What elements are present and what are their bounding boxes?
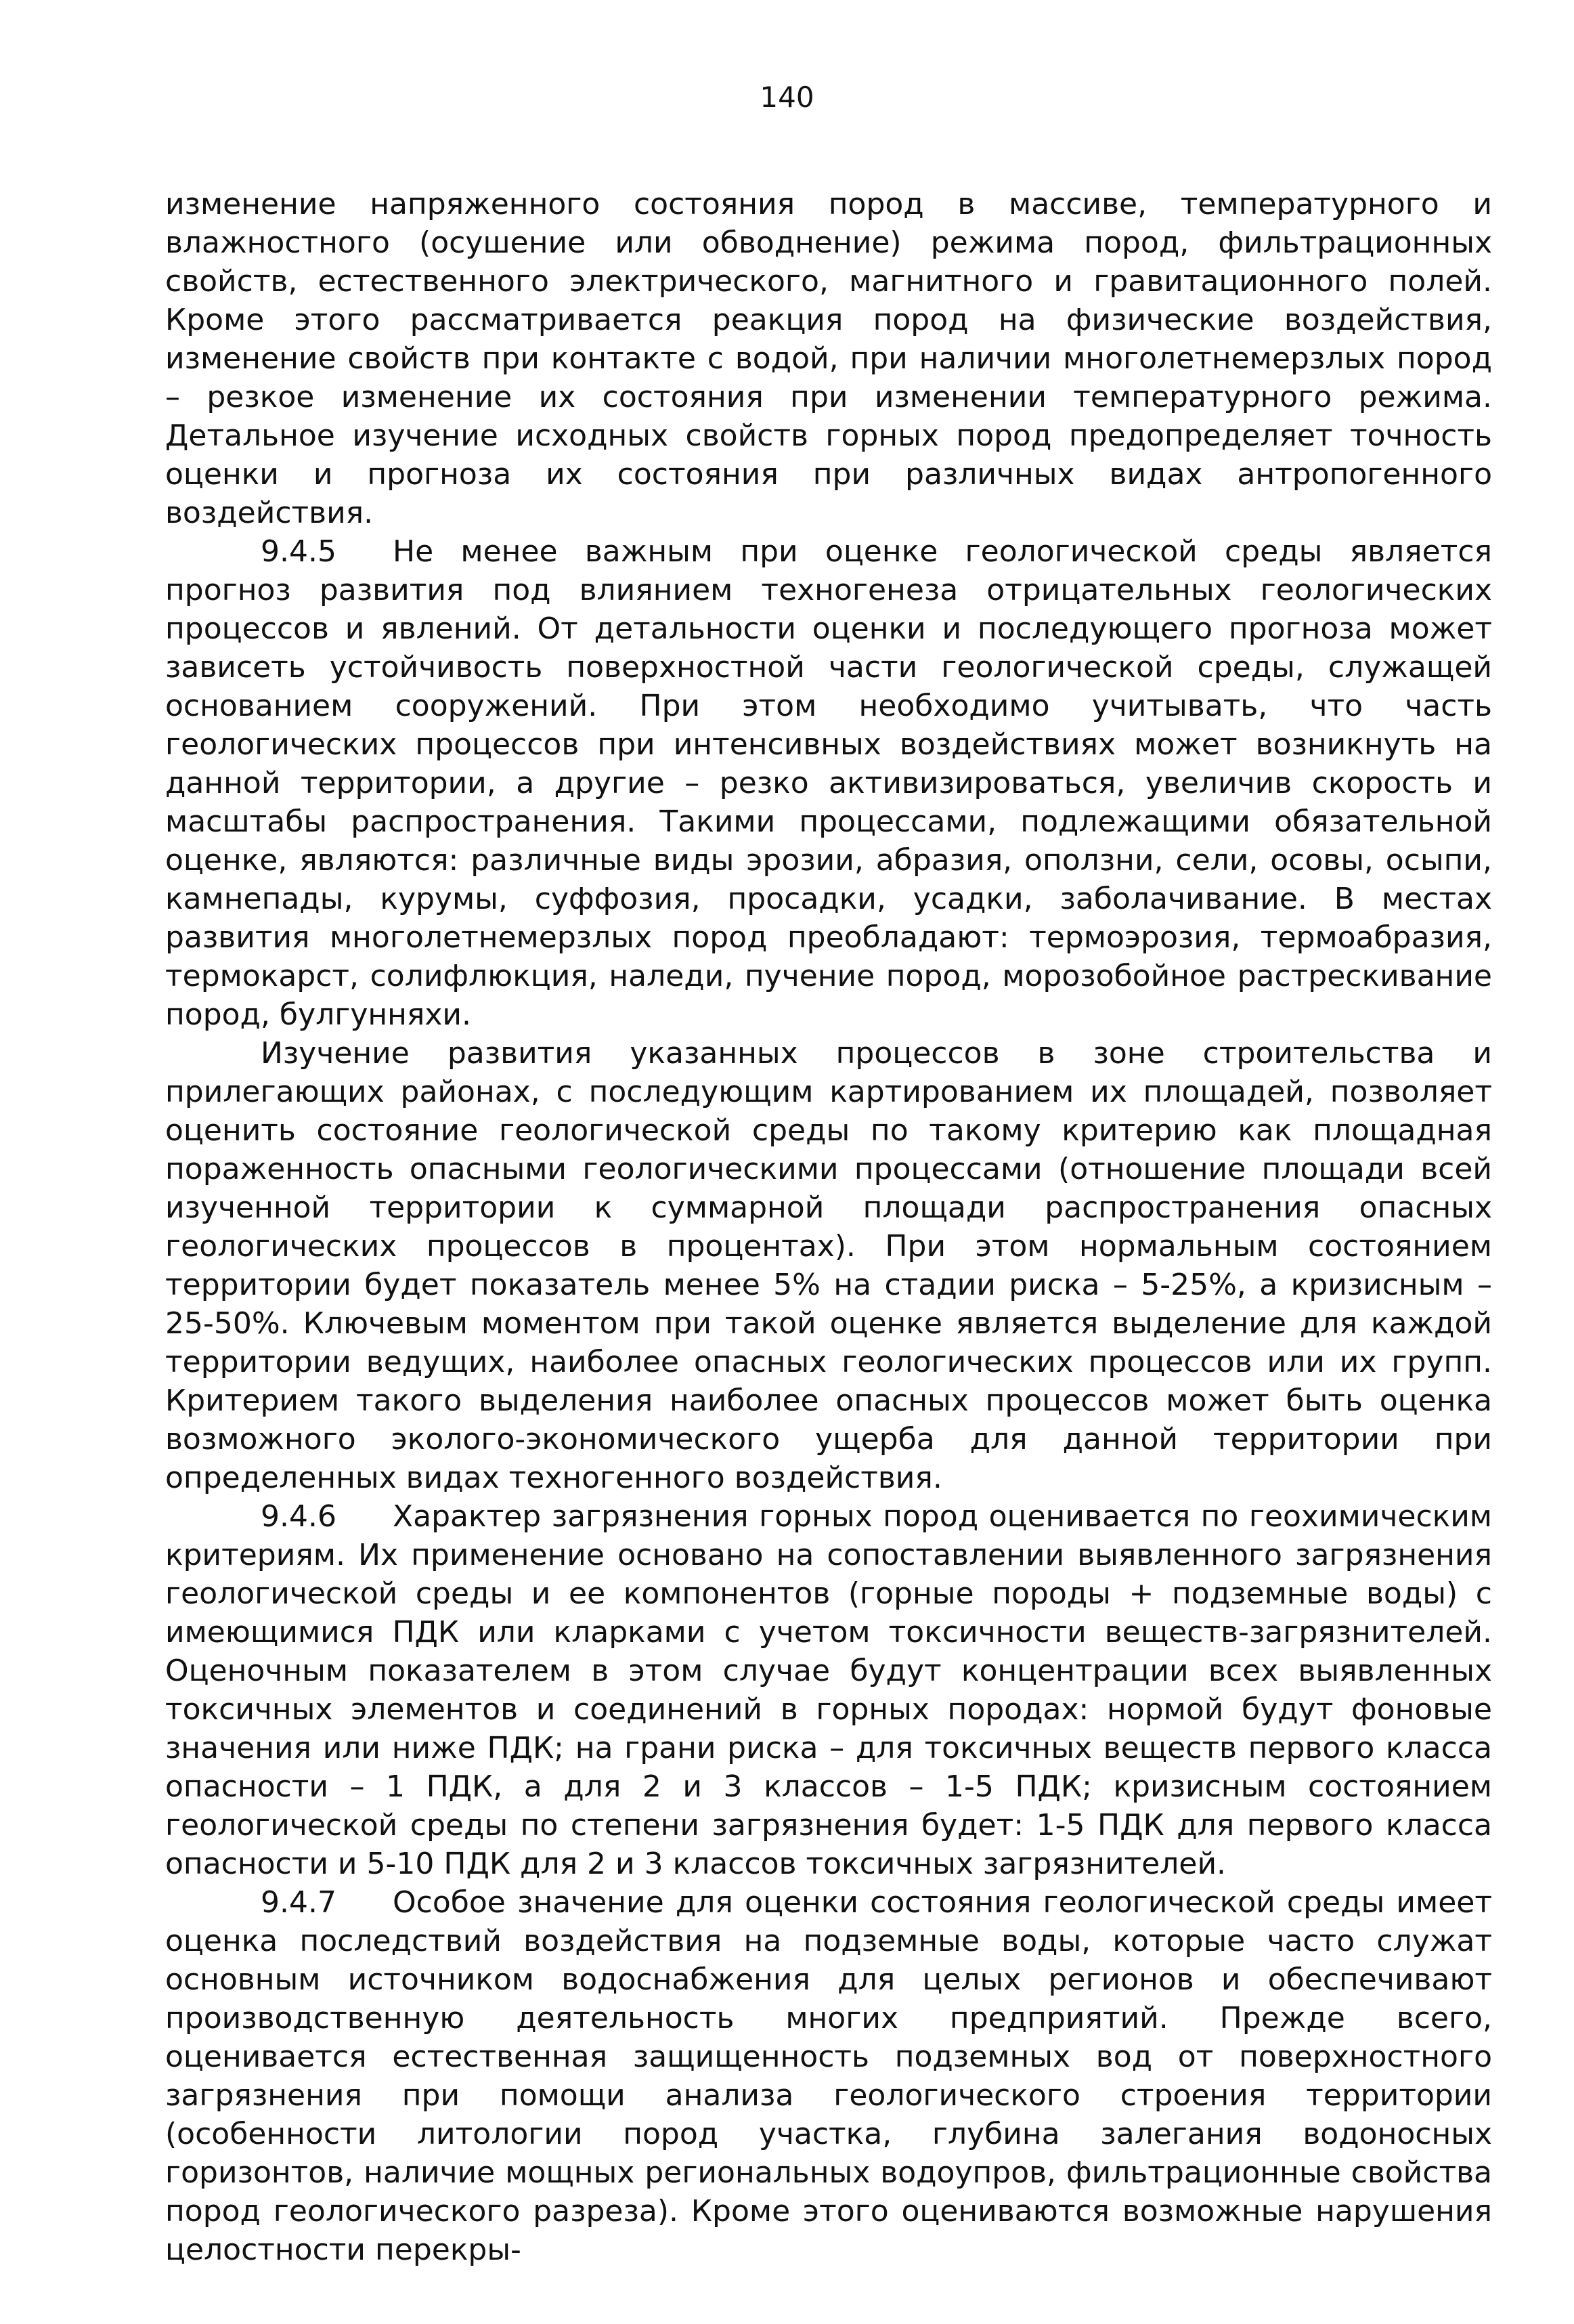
paragraph-text: Особое значение для оценки состояния геологической среды имеет оценка последствий воздействия на подземные воды, которые часто служат основным источником водоснабжения для целых регионов и обеспечивают производственную деятельность многих предприятий. Прежде всего, оценивается естественная защищенность подземных вод от поверхностного загрязнения при помощи анализа геологического строения территории (особенности литологии пород участка, глубина залегания водоносных горизонтов, наличие мощных региональных водоупров, фильтрационные свойства пород геологического разреза). Кроме этого оцениваются возможные нарушения целостности перекры- bbox=[165, 1885, 1492, 2267]
paragraph-text: Изучение развития указанных процессов в зоне строительства и прилегающих районах, с последующим картированием их площадей, позволяет оценить состояние геологической среды по такому критерию как площадная пораженность опасными геологическими процессами (отношение площади всей изученной территории к суммарной площади распространения опасных геологических процессов в процентах). При этом нормальным состоянием территории будет показатель менее 5% на стадии риска – 5-25%, а кризисным – 25-50%. Ключевым моментом при такой оценке является выделение для каждой территории ведущих, наиболее опасных геологических процессов или их групп. Критерием такого выделения наиболее опасных процессов может быть оценка возможного эколого-экономического ущерба для данной территории при определенных видах техногенного воздействия. bbox=[165, 1036, 1492, 1495]
paragraph-9-4-6 bbox=[165, 1497, 1492, 1883]
paragraph-text: Не менее важным при оценке геологической среды является прогноз развития под влиянием техногенеза отрицательных геологических процессов и явлений. От детальности оценки и последующего прогноза может зависеть устойчивость поверхностной части геологической среды, служащей основанием сооружений. При этом необходимо учитывать, что часть геологических процессов при интенсивных воздействиях может возникнуть на данной территории, а другие – резко активизироваться, увеличив скорость и масштабы распространения. Такими процессами, подлежащими обязательной оценке, являются: различные виды эрозии, абразия, оползни, сели, осовы, осыпи, камнепады, курумы, суффозия, просадки, усадки, заболачивание. В местах развития многолетнемерзлых пород преобладают: термоэрозия, термоабразия, термокарст, солифлюкция, наледи, пучение пород, морозобойное растрескивание пород, булгунняхи. bbox=[165, 534, 1492, 1032]
section-number: 9.4.5 bbox=[261, 534, 336, 569]
paragraph-9-4-7 bbox=[165, 1883, 1492, 2269]
body-text bbox=[165, 185, 1492, 2269]
paragraph-process-study bbox=[165, 1034, 1492, 1497]
section-number: 9.4.7 bbox=[261, 1885, 336, 1920]
paragraph-9-4-5 bbox=[165, 532, 1492, 1034]
page-number: 140 bbox=[760, 81, 814, 114]
section-number: 9.4.6 bbox=[261, 1499, 336, 1534]
paragraph-text: изменение напряженного состояния пород в массиве, температурного и влажностного (осушение или обводнение) режима пород, фильтрационных свойств, естественного электрического, магнитного и гравитационного полей. Кроме этого рассматривается реакция пород на физические воздействия, изменение свойств при контакте с водой, при наличии многолетнемерзлых пород – резкое изменение их состояния при изменении температурного режима. Детальное изучение исходных свойств горных пород предопределяет точность оценки и прогноза их состояния при различных видах антропогенного воздействия. bbox=[165, 187, 1492, 530]
paragraph-text: Характер загрязнения горных пород оценивается по геохимическим критериям. Их применение основано на сопоставлении выявленного загрязнения геологической среды и ее компонентов (горные породы + подземные воды) с имеющимися ПДК или кларками с учетом токсичности веществ-загрязнителей. Оценочным показателем в этом случае будут концентрации всех выявленных токсичных элементов и соединений в горных породах: нормой будут фоновые значения или ниже ПДК; на грани риска – для токсичных веществ первого класса опасности – 1 ПДК, а для 2 и 3 классов – 1-5 ПДК; кризисным состоянием геологической среды по степени загрязнения будет: 1-5 ПДК для первого класса опасности и 5-10 ПДК для 2 и 3 классов токсичных загрязнителей. bbox=[165, 1499, 1492, 1881]
paragraph-continuation bbox=[165, 185, 1492, 532]
